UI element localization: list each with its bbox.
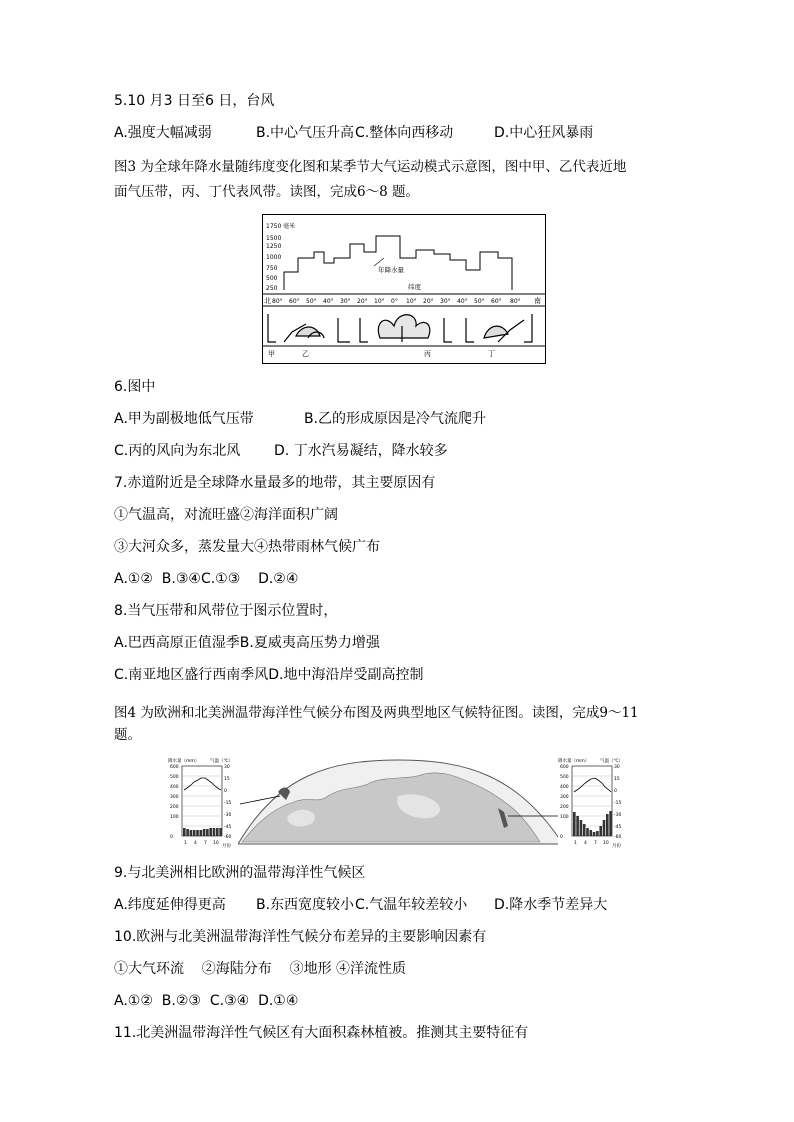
right-chart-y-tick: 0 — [560, 835, 563, 840]
right-chart-temp-tick: -60 — [614, 835, 622, 840]
left-chart-y-tick: 0 — [170, 835, 173, 840]
left-chart-x-tick: 4 — [194, 841, 197, 846]
left-chart-y-tick: 400 — [170, 785, 179, 790]
north-america-climate-chart — [558, 756, 628, 848]
q5-stem: 5.10 月3 日至6 日，台风 — [114, 93, 275, 109]
right-chart-temp-tick: -45 — [614, 825, 622, 830]
right-chart-left-title: 降水量（mm） — [558, 759, 590, 764]
q5-option-b: B.中心气压升高 — [256, 125, 355, 141]
right-chart-y-tick: 400 — [560, 785, 569, 790]
q6-option-a: A.甲为副极地低气压带 — [114, 411, 254, 427]
q5-option-d: D.中心狂风暴雨 — [494, 125, 594, 141]
right-chart-right-title: 气温（℃） — [600, 759, 624, 764]
fig3-y-unit: 1750 毫米 — [266, 223, 296, 230]
fig3-lat-tick: 0° — [391, 298, 398, 305]
fig3-intro-line1: 图3 为全球年降水量随纬度变化图和某季节大气运动模式示意图，图中甲、乙代表近地 — [114, 159, 627, 175]
fig3-lat-tick: 80° — [272, 298, 283, 305]
fig3-y-tick: 1000 — [266, 254, 282, 261]
right-chart-x-unit: 月份 — [612, 844, 621, 848]
left-chart-y-tick: 200 — [170, 805, 179, 810]
q9-option-a: A.纬度延伸得更高 — [114, 897, 226, 913]
right-chart-y-tick: 600 — [560, 765, 569, 770]
q10-options: A.①② B.②③ C.③④ D.①④ — [114, 993, 299, 1009]
left-chart-x-tick: 1 — [184, 841, 187, 846]
fig3-y-tick: 1500 — [266, 235, 282, 242]
fig3-lat-tick: 50° — [306, 298, 317, 305]
fig3-label-jia: 甲 — [268, 350, 275, 358]
right-chart-x-tick: 4 — [584, 841, 587, 846]
left-chart-temp-tick: 30 — [224, 765, 230, 770]
fig3-lat-tick: 60° — [289, 298, 300, 305]
fig3-lat-tick: 30° — [340, 298, 351, 305]
q9-option-b: B.东西宽度较小 — [256, 897, 355, 913]
fig3-y-tick: 250 — [266, 285, 278, 292]
right-chart-x-tick: 1 — [574, 841, 577, 846]
fig3-lat-tick: 10° — [406, 298, 417, 305]
left-chart-y-tick: 600 — [170, 765, 179, 770]
left-chart-y-tick: 100 — [170, 815, 179, 820]
q6-stem: 6.图中 — [114, 379, 156, 395]
left-chart-right-title: 气温（℃） — [210, 759, 234, 764]
right-chart-x-tick: 7 — [594, 841, 597, 846]
fig3-lat-tick: 50° — [474, 298, 485, 305]
fig3-y-tick: 750 — [266, 265, 278, 272]
q9-stem: 9.与北美洲相比欧洲的温带海洋性气候区 — [114, 865, 366, 881]
fig3-lat-tick: 60° — [491, 298, 502, 305]
q8-options-ab: A.巴西高原正值湿季B.夏威夷高压势力增强 — [114, 635, 380, 651]
q7-options: A.①② B.③④C.①③ D.②④ — [114, 571, 299, 587]
fig3-north-label: 北 — [264, 297, 271, 305]
fig4-intro-line2: 题。 — [114, 727, 141, 743]
fig3-lat-tick: 20° — [357, 298, 368, 305]
q5-option-c: C.整体向西移动 — [355, 125, 454, 141]
right-chart-y-tick: 200 — [560, 805, 569, 810]
right-chart-temp-tick: -15 — [614, 801, 622, 806]
q6-option-c: C.丙的风向为东北风 — [114, 443, 241, 459]
q11-stem: 11.北美洲温带海洋性气候区有大面积森林植被。推测其主要特征有 — [114, 1025, 529, 1041]
fig3-lat-tick: 30° — [440, 298, 451, 305]
fig3-series-label: 年降水量 — [378, 266, 404, 274]
q7-items-line2: ③大河众多，蒸发量大④热带雨林气候广布 — [114, 539, 380, 555]
q8-options-cd: C.南亚地区盛行西南季风D.地中海沿岸受副高控制 — [114, 667, 424, 683]
fig3-lat-tick: 80° — [510, 298, 521, 305]
q9-option-c: C.气温年较差较小 — [355, 897, 468, 913]
q7-stem: 7.赤道附近是全球降水量最多的地带，其主要原因有 — [114, 475, 436, 491]
left-chart-temp-tick: 15 — [224, 777, 230, 782]
right-chart-y-tick: 300 — [560, 795, 569, 800]
right-chart-temp-tick: -30 — [614, 813, 622, 818]
fig3-y-tick: 1250 — [266, 243, 282, 250]
q8-stem: 8.当气压带和风带位于图示位置时， — [114, 603, 338, 619]
fig3-lat-tick: 40° — [457, 298, 468, 305]
q10-items: ①大气环流 ②海陆分布 ③地形 ④洋流性质 — [114, 961, 407, 977]
right-chart-temp-tick: 30 — [614, 765, 620, 770]
figure-3 — [262, 214, 546, 364]
fig3-lat-tick: 40° — [323, 298, 334, 305]
right-chart-x-tick: 10 — [603, 841, 609, 846]
q7-items-line1: ①气温高，对流旺盛②海洋面积广阔 — [114, 507, 338, 523]
left-chart-x-tick: 7 — [204, 841, 207, 846]
q9-option-d: D.降水季节差异大 — [494, 897, 608, 913]
q6-option-d: D. 丁水汽易凝结，降水较多 — [274, 443, 448, 459]
q5-option-a: A.强度大幅减弱 — [114, 125, 212, 141]
left-chart-temp-tick: -45 — [224, 825, 232, 830]
left-chart-x-unit: 月份 — [222, 844, 231, 848]
right-chart-y-tick: 500 — [560, 775, 569, 780]
fig3-label-yi: 乙 — [302, 350, 309, 358]
left-chart-temp-tick: 0 — [224, 789, 227, 794]
left-chart-y-tick: 500 — [170, 775, 179, 780]
fig4-intro-line1: 图4 为欧洲和北美洲温带海洋性气候分布图及两典型地区气候特征图。读图，完成9～11 — [114, 705, 639, 721]
left-chart-x-tick: 10 — [213, 841, 219, 846]
fig3-intro-line2: 面气压带，丙、丁代表风带。读图，完成6～8 题。 — [114, 184, 419, 200]
q6-option-b: B.乙的形成原因是冷气流爬升 — [304, 411, 487, 427]
fig3-lat-tick: 20° — [423, 298, 434, 305]
fig3-y-tick: 500 — [266, 275, 278, 282]
left-chart-y-tick: 300 — [170, 795, 179, 800]
fig3-south-label: 南 — [534, 297, 541, 305]
fig3-label-bing: 丙 — [424, 350, 431, 358]
figure-3-svg — [262, 214, 546, 364]
q10-stem: 10.欧洲与北美洲温带海洋性气候分布差异的主要影响因素有 — [114, 929, 487, 945]
figure-4 — [168, 756, 628, 848]
left-chart-temp-tick: -30 — [224, 813, 232, 818]
left-chart-left-title: 降水量（mm） — [168, 759, 200, 764]
right-chart-temp-tick: 15 — [614, 777, 620, 782]
left-chart-temp-tick: -60 — [224, 835, 232, 840]
right-chart-y-tick: 100 — [560, 815, 569, 820]
europe-climate-chart — [168, 756, 238, 848]
fig3-lat-tick: 10° — [374, 298, 385, 305]
fig3-x-title: 纬度 — [408, 283, 421, 291]
fig3-label-ding: 丁 — [488, 350, 495, 358]
right-chart-temp-tick: 0 — [614, 789, 617, 794]
left-chart-temp-tick: -15 — [224, 801, 232, 806]
